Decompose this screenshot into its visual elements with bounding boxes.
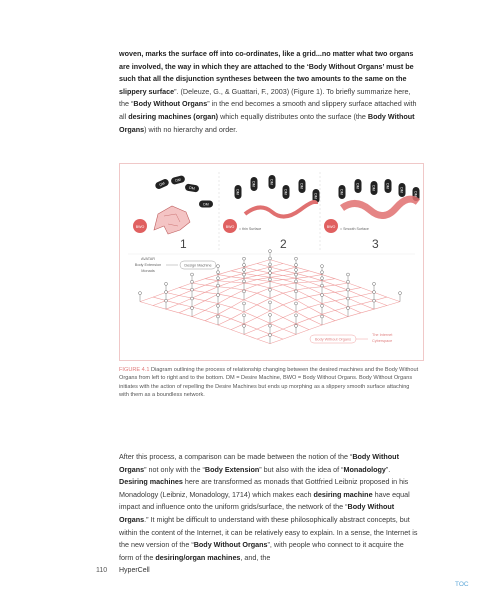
panel-number-1: 1	[180, 237, 187, 251]
monad-node	[321, 294, 324, 297]
monad-node	[269, 263, 272, 266]
figure-caption	[119, 366, 419, 400]
monad-node	[269, 257, 272, 260]
monad-node	[165, 282, 168, 285]
paragraph-1	[119, 48, 419, 136]
dm-capsule	[269, 175, 276, 189]
bwo-grid-mesh	[139, 250, 402, 344]
monad-node	[269, 278, 272, 281]
para1-segment: ) with no hierarchy and order.	[144, 124, 238, 134]
monad-node	[217, 277, 220, 280]
monad-node	[347, 297, 350, 300]
dm-label: DM	[235, 189, 240, 195]
body-extension-label: Body Extension	[134, 263, 162, 267]
monad-node	[269, 301, 272, 304]
dm-capsule	[251, 177, 258, 191]
para2-segment: .” It might be difficult to understand with these philosophically abstract concepts, but within the content of the Internet, it can be relatively easy to explain. In a sense, the Internet is the new version of the “	[119, 514, 418, 550]
para2-segment: Body Extension	[204, 464, 260, 474]
monad-node	[321, 271, 324, 274]
monad-node	[165, 291, 168, 294]
dm-label: DM	[158, 181, 166, 188]
monad-node	[191, 307, 194, 310]
para2-segment: desiring/organ machines	[155, 552, 241, 562]
dm-capsule	[283, 185, 290, 199]
para2-segment: ” not only with the “	[144, 464, 205, 474]
monad-node	[243, 273, 246, 276]
monad-node	[295, 263, 298, 266]
para2-segment: After this process, a comparison can be made between the notion of the “	[119, 452, 353, 461]
monad-node	[269, 267, 272, 270]
monad-node	[373, 291, 376, 294]
monad-node	[191, 297, 194, 300]
para1-segment: which equally distributes onto the surface (the	[218, 111, 368, 121]
monad-node	[321, 265, 324, 268]
para1-segment: Body Without Organs	[133, 99, 208, 109]
bwo-label-3: BWO	[326, 225, 336, 229]
monad-node	[295, 314, 298, 317]
dm-capsule	[371, 181, 378, 195]
dm-label: DM	[188, 185, 196, 191]
monad-node	[269, 271, 272, 274]
para2-segment: Desiring machines	[119, 477, 183, 487]
para2-segment: desiring machine	[313, 489, 373, 499]
panel-number-2: 2	[280, 237, 287, 251]
monads-label: Monads	[141, 269, 155, 273]
para2-segment: have equal impact and influence onto the uniform grids/surface, the network of the “	[119, 489, 410, 512]
thin-surface-wave	[245, 202, 316, 217]
monad-node	[243, 324, 246, 327]
dm-label: DM	[355, 183, 360, 189]
smooth-surface-label: = Smooth Surface	[340, 227, 369, 231]
dm-label: DM	[251, 181, 256, 187]
monad-node	[295, 280, 298, 283]
dm-label: DM	[283, 189, 288, 195]
monad-node	[347, 307, 350, 310]
dm-capsule	[170, 175, 185, 185]
monad-node	[243, 280, 246, 283]
dm-capsule	[399, 183, 406, 197]
monad-node	[295, 324, 298, 327]
figure-diagram	[119, 163, 424, 361]
dm-label: DM	[399, 187, 404, 193]
smooth-surface-wave	[342, 199, 418, 215]
internet-label: The Internet	[372, 333, 393, 337]
dm-label: DM	[299, 183, 304, 189]
dm-capsule	[339, 185, 346, 199]
monad-node	[191, 280, 194, 283]
monad-node	[217, 271, 220, 274]
panel-3	[324, 179, 420, 251]
dm-label: DM	[269, 179, 274, 185]
monad-node	[165, 299, 168, 302]
monad-node	[243, 268, 246, 271]
monad-node	[295, 290, 298, 293]
monad-node	[295, 273, 298, 276]
page-number: 110	[96, 567, 108, 574]
para1-segment: Body Without Organs	[119, 111, 415, 134]
monad-node	[243, 263, 246, 266]
para1-segment: ”. (Deleuze, G., & Guattari, F., 2003) (Figure 1). To briefly summarize here, the “	[119, 86, 411, 109]
monad-node	[347, 280, 350, 283]
toc-link[interactable]: TOC	[455, 581, 469, 588]
para2-segment: Body Without Organs	[119, 502, 395, 524]
bwo-shape-1	[154, 206, 190, 234]
monad-node	[373, 282, 376, 285]
dm-label: DM	[174, 177, 182, 183]
panel-number-3: 3	[372, 237, 379, 251]
monad-node	[243, 290, 246, 293]
para2-segment: Body Without Organs	[119, 452, 399, 474]
dm-capsule	[199, 201, 213, 208]
monad-node	[347, 288, 350, 291]
para2-segment: Monadology	[343, 464, 386, 474]
caption-text: Diagram outlining the process of relationship changing between the desired machines and the Body Without Organs from left to right and to the bottom. DM = Desire Machine, BWO = Body Without Organs. Body Without Organs initiates with the action of repelling the Desire Machines but ends up morphing as a slippery smooth surface attaching with them as a boundless network.	[119, 367, 419, 399]
para1-segment: ” in the end becomes a smooth and slippery surface attached with all	[119, 99, 417, 121]
bwo-label-2: BWO	[225, 225, 235, 229]
cyberspace-label: Cyberspace	[372, 339, 393, 343]
monad-node	[321, 284, 324, 287]
dm-capsule	[184, 183, 199, 192]
dm-label: DM	[313, 193, 318, 199]
dm-capsule	[235, 185, 242, 199]
para2-segment: ”.	[385, 464, 391, 474]
para1-segment: desiring machines (organ)	[128, 111, 219, 121]
panel-1	[133, 175, 213, 251]
monad-node	[139, 292, 142, 295]
monad-node	[269, 334, 272, 337]
monad-node	[295, 257, 298, 260]
bwo-bottom-label: Body Without Organs	[314, 337, 352, 342]
monad-node	[321, 277, 324, 280]
panel-2	[223, 175, 320, 251]
dm-label: DM	[203, 202, 209, 207]
monad-node	[217, 294, 220, 297]
running-title: HyperCell	[119, 567, 150, 574]
dm-label: DM	[371, 185, 376, 191]
para1-segment: woven, marks the surface off into co-ordinates, like a grid...no matter what two organs are involved, the way in which they are attached to the ‘Body Without Organs’ must be such that all the disjunction syntheses between the two amounts to the same on the slippery surface	[119, 49, 414, 96]
monad-node	[243, 302, 246, 305]
bwo-label-1: BWO	[135, 225, 145, 229]
dm-capsule	[154, 178, 170, 190]
monad-node	[217, 315, 220, 318]
dm-label: DM	[413, 191, 418, 197]
para2-segment: here are transformed as monads that Gottfried Leibniz proposed in his Monadology (Leibniz, Monadology, 1714) which makes each	[119, 477, 409, 499]
monad-node	[243, 314, 246, 317]
monad-node	[347, 273, 350, 276]
dm-label: DM	[385, 183, 390, 189]
dm-capsule	[385, 179, 392, 193]
monad-node	[191, 288, 194, 291]
monad-node	[243, 257, 246, 260]
monad-node	[295, 268, 298, 271]
para2-segment: , and, the	[240, 552, 271, 562]
monad-node	[217, 304, 220, 307]
dm-label: DM	[339, 189, 344, 195]
thin-surface-label: = thin Surface	[239, 227, 262, 231]
paragraph-2	[119, 451, 419, 564]
monad-node	[399, 292, 402, 295]
monad-node	[191, 273, 194, 276]
para2-segment: ” but also with the idea of “	[259, 464, 344, 474]
caption-label: FIGURE 4.1	[119, 367, 150, 373]
monad-node	[321, 304, 324, 307]
diagram-svg	[120, 164, 423, 360]
monad-node	[269, 250, 272, 253]
monad-node	[321, 315, 324, 318]
para2-segment: ”, with people who connect to it acquire the form of the	[119, 540, 404, 562]
dm-capsule	[355, 179, 362, 193]
monad-node	[295, 302, 298, 305]
monad-node	[269, 313, 272, 316]
design-machine-label: Design Machine	[184, 263, 212, 268]
monad-node	[269, 288, 272, 291]
monad-node	[269, 324, 272, 327]
monad-node	[217, 284, 220, 287]
avatar-label: AVATAR	[140, 257, 156, 261]
dm-capsule	[299, 179, 306, 193]
monad-node	[373, 299, 376, 302]
para2-segment: Body Without Organs	[193, 540, 268, 550]
monad-node	[217, 265, 220, 268]
